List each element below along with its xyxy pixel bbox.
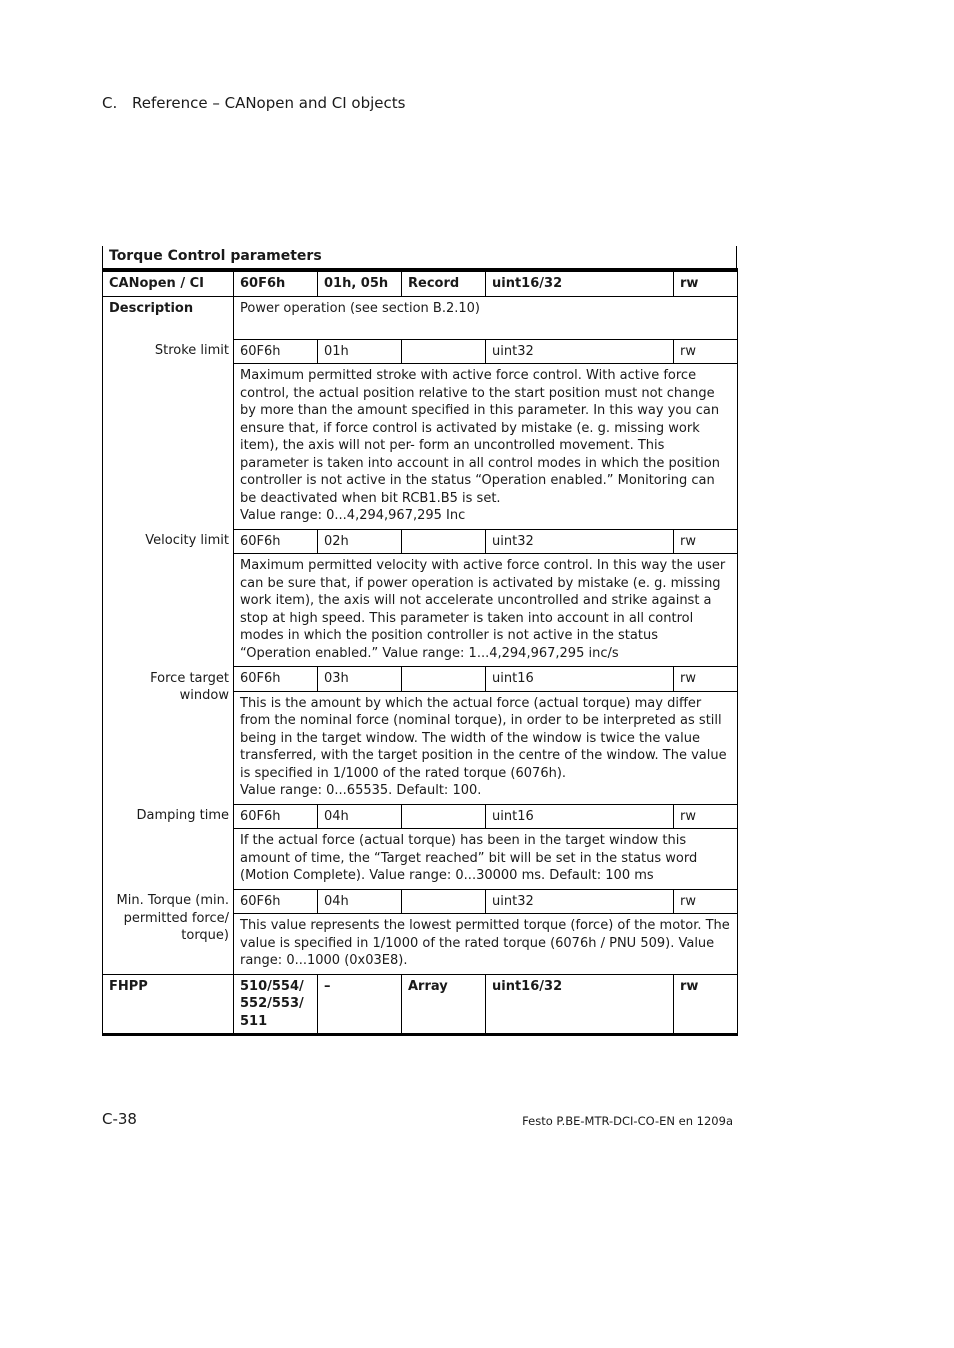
param-type: uint16 [486, 667, 674, 692]
param-index: 60F6h [234, 529, 318, 554]
param-index: 60F6h [234, 339, 318, 364]
chapter-title: Reference – CANopen and CI objects [132, 94, 406, 112]
description-text: Power operation (see section B.2.10) [234, 296, 738, 339]
head-index: 60F6h [234, 270, 318, 296]
param-label: Stroke limit [103, 339, 234, 529]
page-header [102, 94, 405, 112]
table-head-row [103, 270, 738, 296]
param-access: rw [674, 667, 738, 692]
description-label: Description [103, 296, 234, 339]
param-type: uint16 [486, 804, 674, 829]
head-kind: Record [402, 270, 486, 296]
param-type: uint32 [486, 529, 674, 554]
param-access: rw [674, 339, 738, 364]
description-row [103, 296, 738, 339]
param-row [103, 889, 738, 914]
param-type: uint32 [486, 889, 674, 914]
param-row [103, 667, 738, 692]
param-row [103, 339, 738, 364]
param-label: Velocity limit [103, 529, 234, 667]
param-row [103, 804, 738, 829]
fhpp-row [103, 974, 738, 1035]
fhpp-kind: Array [402, 974, 486, 1035]
parameter-table [102, 246, 737, 1036]
param-description: Maximum permitted stroke with active force control. With active force control, the actual position relative to the start position must not change by more than the amount specified in this parameter. In this way you can ensure that, if force control is activated by mistake (e. g. missing work item), the axis will not per- form an uncontrolled movement. This parameter is taken into account in all control modes in which the position controller is not active in the status “Operation enabled.” Monitoring can be deactivated when bit RCB1.B5 is set. Value range: 0...4,294,967,295 Inc [234, 364, 738, 530]
head-label: CANopen / CI [103, 270, 234, 296]
param-kind [402, 667, 486, 692]
fhpp-index: 510/554/ 552/553/ 511 [234, 974, 318, 1035]
param-kind [402, 889, 486, 914]
fhpp-access: rw [674, 974, 738, 1035]
param-kind [402, 804, 486, 829]
param-access: rw [674, 889, 738, 914]
chapter-number: C. [102, 94, 118, 112]
fhpp-type: uint16/32 [486, 974, 674, 1035]
param-sub: 04h [318, 804, 402, 829]
head-subindex: 01h, 05h [318, 270, 402, 296]
param-index: 60F6h [234, 889, 318, 914]
head-type: uint16/32 [486, 270, 674, 296]
param-kind [402, 529, 486, 554]
param-access: rw [674, 529, 738, 554]
param-index: 60F6h [234, 804, 318, 829]
param-label: Force target window [103, 667, 234, 805]
fhpp-subindex: – [318, 974, 402, 1035]
param-sub: 04h [318, 889, 402, 914]
fhpp-label: FHPP [103, 974, 234, 1035]
param-kind [402, 339, 486, 364]
param-index: 60F6h [234, 667, 318, 692]
param-description: Maximum permitted velocity with active force control. In this way the user can be sure that, if power operation is activated by mistake (e. g. missing work item), the axis will not accelerate uncontrolled and strike against a stop at high speed. This parameter is taken into account in all control modes in which the position controller is not active in the status “Operation enabled.” Value range: 1...4,294,967,295 inc/s [234, 554, 738, 667]
param-sub: 01h [318, 339, 402, 364]
param-description: This value represents the lowest permitted torque (force) of the motor. The value is specified in 1/1000 of the rated torque (6076h / PNU 509). Value range: 0...1000 (0x03E8). [234, 914, 738, 975]
param-type: uint32 [486, 339, 674, 364]
head-access: rw [674, 270, 738, 296]
param-sub: 02h [318, 529, 402, 554]
param-access: rw [674, 804, 738, 829]
param-label: Damping time [103, 804, 234, 889]
param-description: If the actual force (actual torque) has been in the target window this amount of time, the “Target reached” bit will be set in the status word (Motion Complete). Value range: 0...30000 ms. Default: 100 ms [234, 829, 738, 890]
param-label: Min. Torque (min. permitted force/ torque) [103, 889, 234, 974]
param-sub: 03h [318, 667, 402, 692]
page-number: C-38 [102, 1110, 137, 1128]
param-row [103, 529, 738, 554]
param-description: This is the amount by which the actual force (actual torque) may differ from the nominal force (nominal torque), in order to be interpreted as still being in the target window. The width of the window is twice the value transferred, with the target position in the centre of the window. The value is specified in 1/1000 of the rated torque (6076h). Value range: 0...65535. Default: 100. [234, 691, 738, 804]
document-id: Festo P.BE-MTR-DCI-CO-EN en 1209a [522, 1114, 733, 1128]
table-title: Torque Control parameters [102, 246, 737, 268]
param-rows [103, 339, 738, 974]
